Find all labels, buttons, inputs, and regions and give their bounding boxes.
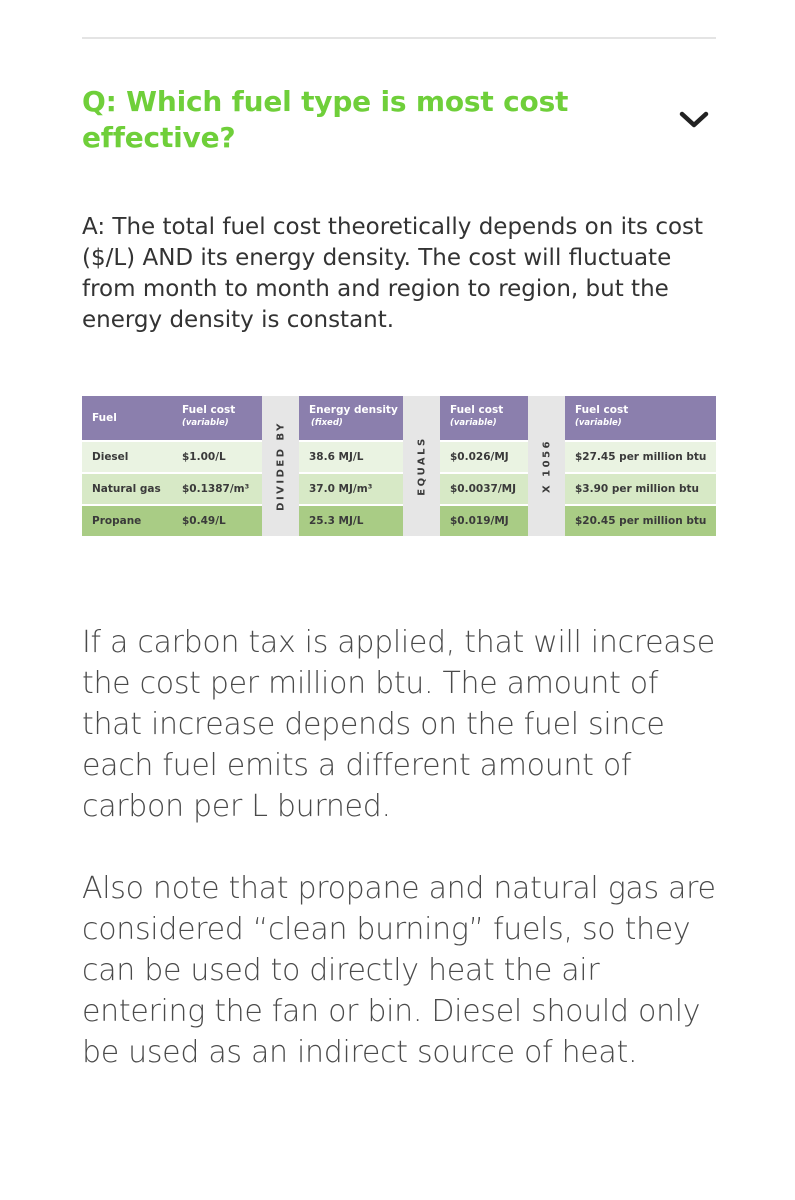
faq-answer: A: The total fuel cost theoretically depends on its cost ($/L) AND its energy density. The cost will fluctuate from month to month and region to region, but the energy density is constant. (82, 214, 704, 333)
cell-cost-l-natural-gas: $0.1387/m³ (172, 474, 262, 504)
header-fuel-cost-l: Fuel cost (variable) (172, 396, 262, 440)
cell-cost-mj-propane: $0.019/MJ (440, 506, 528, 536)
cell-density-propane: 25.3 MJ/L (299, 506, 403, 536)
cell-cost-btu-natural-gas: $3.90 per million btu (565, 474, 716, 504)
faq-question[interactable]: Q: Which fuel type is most cost effective? (82, 85, 569, 154)
clean-burning-paragraph: Also note that propane and natural gas are considered “clean burning” fuels, so they can be used to directly heat the air entering the fan or bin. Diesel should only be used as an indirect source of heat. (82, 871, 716, 1070)
top-divider (82, 37, 716, 39)
cell-cost-btu-diesel: $27.45 per million btu (565, 442, 716, 472)
cell-density-diesel: 38.6 MJ/L (299, 442, 403, 472)
cell-cost-l-propane: $0.49/L (172, 506, 262, 536)
cell-cost-mj-diesel: $0.026/MJ (440, 442, 528, 472)
operator-divided-by: DIVIDED BY (262, 396, 299, 536)
cell-density-natural-gas: 37.0 MJ/m³ (299, 474, 403, 504)
operator-equals: EQUALS (403, 396, 440, 536)
header-energy-density: Energy density (fixed) (299, 396, 403, 440)
cell-fuel-diesel: Diesel (82, 442, 172, 472)
header-fuel: Fuel (82, 396, 172, 440)
fuel-cost-table (82, 396, 716, 536)
chevron-down-icon[interactable] (676, 106, 712, 134)
header-fuel-cost-mj: Fuel cost (variable) (440, 396, 528, 440)
operator-times-1056: X 1056 (528, 396, 565, 536)
carbon-tax-paragraph: If a carbon tax is applied, that will increase the cost per million btu. The amount of that increase depends on the fuel since each fuel emits a different amount of carbon per L burned. (82, 625, 715, 824)
header-fuel-cost-btu: Fuel cost (variable) (565, 396, 716, 440)
cell-fuel-propane: Propane (82, 506, 172, 536)
cell-fuel-natural-gas: Natural gas (82, 474, 172, 504)
cell-cost-btu-propane: $20.45 per million btu (565, 506, 716, 536)
cell-cost-l-diesel: $1.00/L (172, 442, 262, 472)
cell-cost-mj-natural-gas: $0.0037/MJ (440, 474, 528, 504)
